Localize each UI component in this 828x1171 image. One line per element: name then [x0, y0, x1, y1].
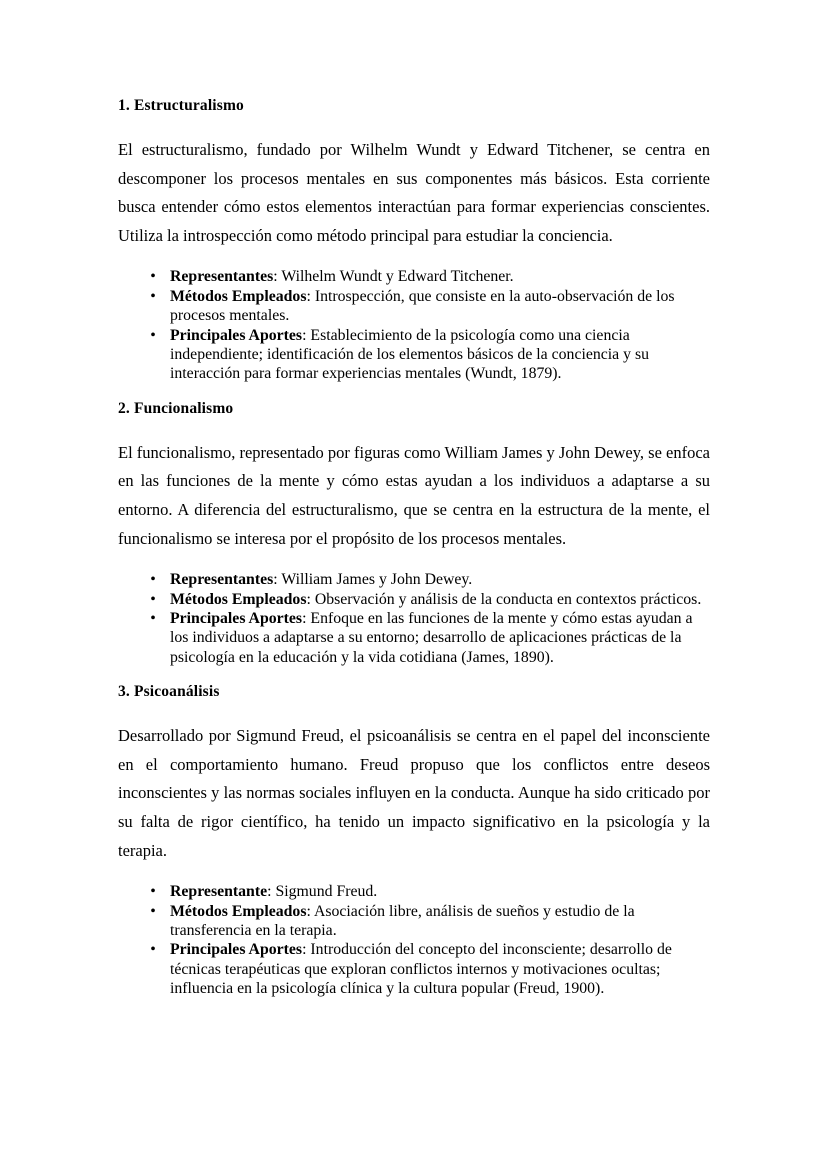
list-item	[118, 267, 710, 286]
bullet-list-estructuralismo	[118, 267, 710, 383]
list-item-term: Representantes	[170, 571, 274, 589]
list-item-text: : Introducción del concepto del inconsciente; desarrollo de técnicas terapéuticas que exploran conflictos internos y motivaciones ocultas; influencia en la psicología clínica y la cultura popular (Freud, 1900).	[170, 941, 672, 998]
bullet-icon: •	[150, 590, 156, 608]
section-paragraph-funcionalismo: El funcionalismo, representado por figuras como William James y John Dewey, se enfoca en las funciones de la mente y cómo estas ayudan a los individuos a adaptarse a su entorno. A diferencia del estructuralismo, que se centra en la estructura de la mente, el funcionalismo se interesa por el propósito de los procesos mentales.	[118, 442, 710, 548]
section-heading-psicoanalisis: 3. Psicoanálisis	[118, 683, 220, 701]
list-item-term: Métodos Empleados	[170, 287, 307, 305]
list-item-term: Principales Aportes	[170, 610, 303, 627]
list-item-term: Representante	[170, 883, 268, 901]
spacer	[118, 865, 710, 882]
list-item-term: Métodos Empleados	[170, 902, 307, 920]
section-paragraph-estructuralismo: El estructuralismo, fundado por Wilhelm Wundt y Edward Titchener, se centra en descomponer los procesos mentales en sus componentes más básicos. Esta corriente busca entender cómo estos elementos interactúan para formar experiencias conscientes. Utiliza la introspección como método principal para estudiar la conciencia.	[118, 140, 710, 245]
list-item	[118, 590, 710, 609]
list-item-term: Principales Aportes	[170, 941, 303, 959]
section-heading-funcionalismo: 2. Funcionalismo	[118, 399, 234, 417]
list-item	[118, 287, 710, 326]
list-item	[118, 882, 710, 901]
spacer	[118, 384, 710, 399]
list-item-text: : William James y John Dewey.	[273, 571, 473, 589]
spacer	[118, 667, 710, 682]
bullet-icon: •	[150, 902, 156, 920]
list-item	[118, 902, 710, 941]
bullet-icon: •	[150, 287, 156, 305]
list-item-text: : Establecimiento de la psicología como una ciencia independiente; identificación de los elementos básicos de la conciencia y su interacción para formar experiencias mentales (Wundt, 1879).	[170, 326, 650, 383]
list-item-text: : Wilhelm Wundt y Edward Titchener.	[273, 268, 514, 286]
bullet-icon: •	[150, 941, 156, 959]
list-item-term: Métodos Empleados	[170, 590, 307, 608]
bullet-list-psicoanalisis	[118, 882, 710, 998]
list-item-term: Representantes	[170, 268, 274, 286]
list-item	[118, 326, 710, 384]
list-item	[118, 570, 710, 589]
section-heading-estructuralismo: 1. Estructuralismo	[118, 97, 244, 114]
spacer	[118, 419, 710, 439]
section-paragraph-psicoanalisis: Desarrollado por Sigmund Freud, el psicoanálisis se centra en el papel del inconsciente en el comportamiento humano. Freud propuso que los conflictos entre deseos inconscientes y las normas sociales influyen en la conducta. Aunque ha sido criticado por su falta de rigor científico, ha tenido un impacto significativo en la psicología y la terapia.	[118, 726, 710, 860]
list-item-text: : Introspección, que consiste en la auto-observación de los procesos mentales.	[170, 287, 675, 325]
spacer	[118, 116, 710, 136]
bullet-icon: •	[150, 883, 156, 901]
spacer	[118, 250, 710, 267]
list-item	[118, 609, 710, 667]
list-item-term: Principales Aportes	[170, 326, 303, 344]
list-item-text: : Sigmund Freud.	[267, 883, 378, 901]
bullet-icon: •	[150, 268, 156, 286]
list-item-text: : Enfoque en las funciones de la mente y cómo estas ayudan a los individuos a adaptarse a su entorno; desarrollo de aplicaciones prácticas de la psicología en la educación y la vida cotidiana (James, 1890).	[170, 610, 693, 666]
bullet-icon: •	[150, 571, 156, 589]
bullet-icon: •	[150, 326, 156, 344]
list-item-text: : Asociación libre, análisis de sueños y estudio de la transferencia en la terapia.	[170, 902, 635, 939]
spacer	[118, 553, 710, 570]
document-body	[118, 96, 710, 999]
list-item-text: : Observación y análisis de la conducta en contextos prácticos.	[306, 590, 702, 608]
list-item	[118, 940, 710, 998]
spacer	[118, 702, 710, 722]
bullet-list-funcionalismo	[118, 570, 710, 667]
bullet-icon: •	[150, 610, 156, 627]
